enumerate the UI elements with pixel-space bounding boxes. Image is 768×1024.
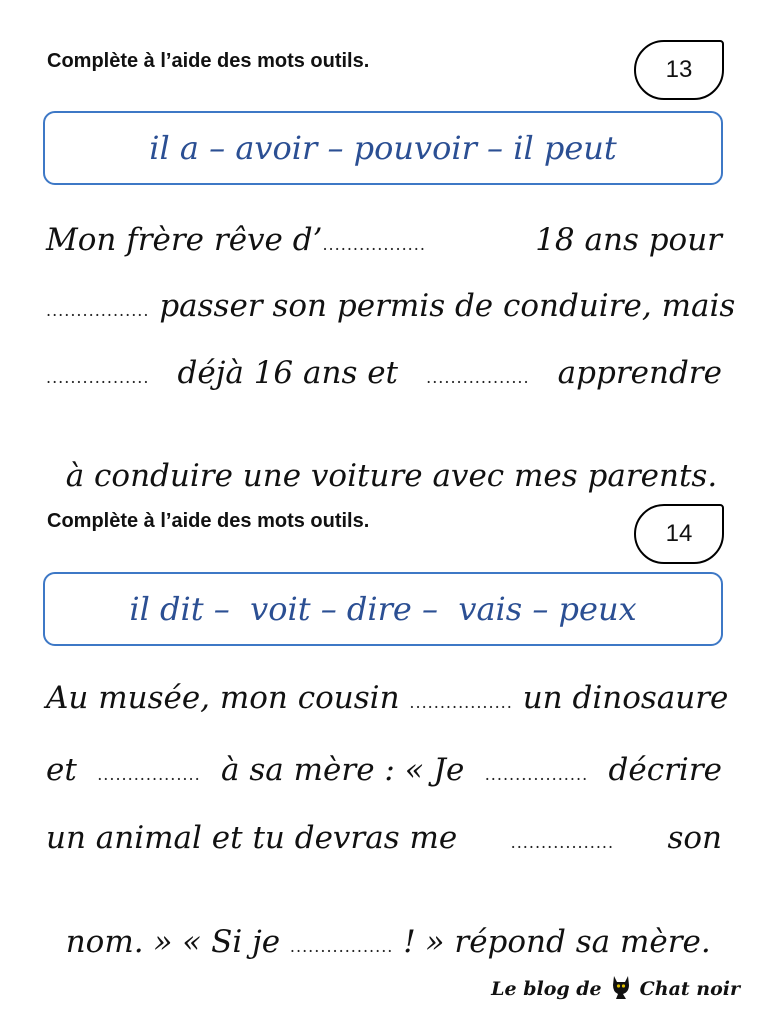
- blank-13-2[interactable]: .................: [46, 301, 150, 320]
- text-segment: un dinosaure: [512, 680, 729, 716]
- exercise-number-badge-14: [634, 504, 724, 564]
- text-segment: décrire: [598, 752, 722, 788]
- text-segment: Mon frère rêve d’: [46, 222, 323, 258]
- instruction-13: Complète à l’aide des mots outils.: [47, 50, 370, 72]
- footer-prefix: Le blog de: [491, 977, 602, 1000]
- word-list-13: il a – avoir – pouvoir – il peut: [149, 129, 617, 167]
- text-segment: nom. » « Si je: [65, 924, 290, 960]
- blank-13-1[interactable]: .................: [322, 235, 426, 254]
- blank-13-3[interactable]: .................: [46, 368, 150, 387]
- word-box-14: [43, 572, 723, 646]
- word-box-13: [43, 111, 723, 185]
- blank-14-2[interactable]: .................: [97, 765, 201, 784]
- text-segment: son: [657, 820, 722, 856]
- instruction-14: Complète à l’aide des mots outils.: [47, 510, 370, 532]
- word-list-14: il dit – voit – dire – vais – peux: [129, 590, 637, 628]
- text-segment: Au musée, mon cousin: [46, 680, 410, 716]
- text-segment: apprendre: [547, 355, 722, 391]
- blank-14-4[interactable]: .................: [510, 833, 615, 852]
- text-line-14-1: [46, 680, 729, 716]
- text-line-13-1: [46, 222, 722, 258]
- text-line-14-2: [46, 752, 722, 788]
- exercise-number-13: 13: [665, 56, 693, 83]
- exercise-number-14: 14: [665, 520, 693, 547]
- text-line-13-3: [46, 355, 722, 391]
- text-segment: passer son permis de conduire, mais: [149, 288, 736, 324]
- text-segment: à sa mère : « Je: [211, 752, 475, 788]
- exercise-number-badge-13: [634, 40, 724, 100]
- text-line-14-4: [46, 888, 722, 960]
- blank-14-3[interactable]: .................: [484, 765, 589, 784]
- text-segment: et: [46, 752, 87, 788]
- text-line-13-2: [46, 288, 736, 324]
- text-segment: un animal et tu devras me: [46, 820, 468, 856]
- text-segment: déjà 16 ans et: [167, 355, 408, 391]
- text-line-13-4: [46, 422, 722, 494]
- text-segment: à conduire une voiture avec mes parents.: [65, 458, 718, 494]
- footer-suffix: Chat noir: [639, 977, 740, 1000]
- text-segment: ! » répond sa mère.: [393, 924, 711, 960]
- blank-13-4[interactable]: .................: [426, 368, 530, 387]
- text-segment: 18 ans pour: [525, 222, 722, 258]
- blank-14-5[interactable]: .................: [289, 937, 394, 956]
- blank-14-1[interactable]: .................: [409, 693, 513, 712]
- footer-signature: [491, 972, 740, 1005]
- text-line-14-3: [46, 820, 722, 856]
- black-cat-icon: [608, 972, 634, 1005]
